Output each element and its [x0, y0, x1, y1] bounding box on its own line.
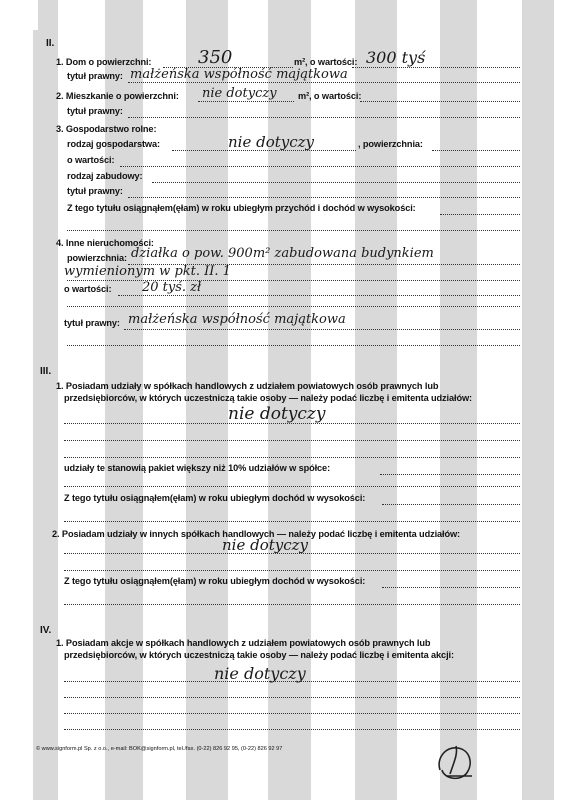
inne-powierzchnia-label: powierzchnia:: [67, 253, 127, 263]
inne-udzialy-z-tego-line: [382, 587, 520, 588]
section-number-ii: II.: [46, 38, 55, 49]
dom-tytul-value: małżeńska współność majątkowa: [130, 67, 348, 82]
gosp-z-tego-line: [440, 214, 520, 215]
powierzchnia-line: [432, 150, 520, 151]
mieszkanie-m2-label: m², o wartości:: [298, 91, 362, 101]
mieszkanie-value-line: [360, 101, 520, 102]
udzialy-text-line1: 1. Posiadam udziały w spółkach handlowych z udziałem powiatowych osób prawnych lub: [56, 381, 439, 391]
rodzaj-zabudowy-line: [152, 182, 520, 183]
akcje-line-4: [64, 729, 520, 730]
udzialy-text-line2: przedsiębiorców, w których uczestniczą takie osoby — należy podać liczbę i emitenta udziałów:: [64, 393, 472, 403]
udzialy-z-tego-line: [382, 504, 520, 505]
gosp-z-tego-label: Z tego tytułu osiągnąłem(ęłam) w roku ubiegłym przychód i dochód w wysokości:: [67, 203, 416, 213]
inne-udzialy-line-2: [64, 570, 520, 571]
mieszkanie-label: 2. Mieszkanie o powierzchni:: [56, 91, 179, 101]
dom-value-line: [352, 67, 520, 68]
inne-description-line2: wymienionym w pkt. II. 1: [64, 264, 231, 279]
inne-wartosci-line: [118, 295, 520, 296]
akcje-text-line1: 1. Posiadam akcje w spółkach handlowych z udziałem powiatowych osób prawnych lub: [56, 638, 431, 648]
inne-tytul-line-2: [67, 345, 520, 346]
rodzaj-gospodarstwa-label: rodzaj gospodarstwa:: [67, 139, 160, 149]
gosp-tytul-line: [128, 197, 520, 198]
udzialy-value: nie dotyczy: [228, 404, 326, 424]
mieszkanie-value: nie dotyczy: [202, 86, 277, 101]
mieszkanie-tytul-line: [128, 117, 520, 118]
inne-tytul-line: [124, 329, 520, 330]
dom-m2-label: m², o wartości:: [294, 57, 358, 67]
pakiet-line: [380, 474, 520, 475]
inne-udzialy-z-tego-label: Z tego tytułu osiągnąłem(ęłam) w roku ubiegłym dochód w wysokości:: [64, 576, 366, 586]
gospodarstwo-label: 3. Gospodarstwo rolne:: [56, 124, 157, 134]
akcje-line-3: [64, 713, 520, 714]
inne-nieruchomosci-label: 4. Inne nieruchomości:: [56, 238, 154, 248]
inne-value: 20 tyś. zł: [142, 280, 202, 295]
akcje-text-line2: przedsiębiorców, w których uczestniczą takie osoby — należy podać liczbę i emitenta akcji:: [64, 650, 454, 660]
dom-tytul-label: tytuł prawny:: [67, 71, 123, 81]
inne-tytul-label: tytuł prawny:: [64, 318, 120, 328]
inne-wartosci-label: o wartości:: [64, 284, 112, 294]
gosp-tytul-label: tytuł prawny:: [67, 186, 123, 196]
mieszkanie-tytul-label: tytuł prawny:: [67, 106, 123, 116]
dom-value: 300 tyś: [366, 48, 426, 67]
akcje-value: nie dotyczy: [214, 664, 306, 683]
pakiet-label: udziały te stanowią pakiet większy niż 10% udziałów w spółce:: [64, 463, 331, 473]
mieszkanie-area-line: [198, 101, 294, 102]
rodzaj-zabudowy-label: rodzaj zabudowy:: [67, 171, 143, 181]
inne-udzialy-text: 2. Posiadam udziały w innych spółkach handlowych — należy podać liczbę i emitenta udziałów:: [52, 529, 461, 539]
gosp-wartosci-label: o wartości:: [67, 155, 115, 165]
pakiet-line-2: [64, 486, 520, 487]
footer-credit: © www.signform.pl Sp. z o.o., e-mail: BOK@signform.pl, tel./fax. (0-22) 826 92 95, (0-22) 826 92 97: [36, 746, 283, 752]
udzialy-line-2: [64, 440, 520, 441]
akcje-line-2: [64, 697, 520, 698]
inne-udzialy-z-tego-line-2: [64, 604, 520, 605]
gosp-wartosci-line: [120, 166, 520, 167]
dom-area-value: 350: [198, 47, 233, 68]
section-number-iv: IV.: [40, 625, 52, 636]
dom-label: 1. Dom o powierzchni:: [56, 57, 152, 67]
inne-udzialy-value: nie dotyczy: [222, 536, 309, 554]
inne-description-line1: działka o pow. 900m² zabudowana budynkiem: [131, 246, 434, 261]
dom-tytul-line: [128, 82, 520, 83]
inne-wartosci-line-2: [67, 306, 520, 307]
section-number-iii: III.: [40, 366, 52, 377]
udzialy-z-tego-line-2: [64, 521, 520, 522]
udzialy-z-tego-label: Z tego tytułu osiągnąłem(ęłam) w roku ubiegłym dochód w wysokości:: [64, 493, 366, 503]
udzialy-line-3: [64, 457, 520, 458]
gospodarstwo-value: nie dotyczy: [228, 133, 315, 151]
inne-tytul-value: małżeńska współność majątkowa: [128, 312, 346, 327]
page-signature-mark: [432, 740, 478, 782]
gosp-z-tego-line-2: [67, 230, 520, 231]
powierzchnia-label: , powierzchnia:: [358, 139, 423, 149]
inne-powierzchnia-line-2: [67, 280, 520, 281]
